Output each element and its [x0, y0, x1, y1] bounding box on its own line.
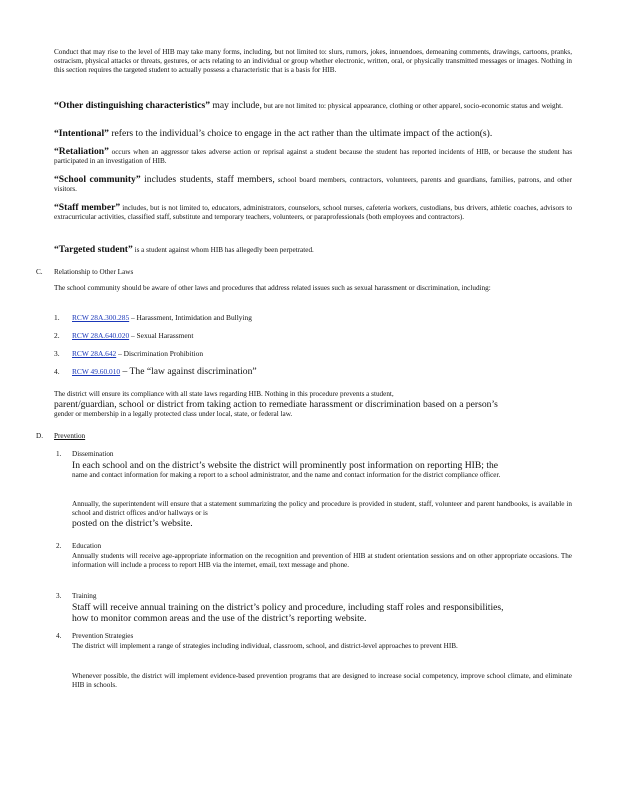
definition-term: “School community”: [54, 174, 141, 185]
law-item: [54, 331, 193, 340]
closing-line: The district will ensure its compliance with all state laws regarding HIB. Nothing in this procedure prevents a student,: [54, 390, 394, 398]
sub-text-large: posted on the district’s website.: [72, 518, 193, 530]
definition-school-community: [54, 174, 572, 194]
item-text: – Harassment, Intimidation and Bullying: [129, 313, 252, 322]
sub-text-large: In each school and on the district’s website the district will prominently post information on reporting HIB; the: [72, 460, 499, 471]
subsection-dissemination-heading: [56, 450, 114, 458]
item-number: 2.: [54, 331, 60, 340]
sub-text: Annually, the superintendent will ensure that a statement summarizing the policy and procedure is provided in student, staff, volunteer and parent handbooks, is available in school and district offices and/or hallways or is: [72, 500, 572, 518]
definition-text: occurs when an aggressor takes adverse action or reprisal against a student because the student has reported incidents of HIB, or because the student has participated in an investigation of HIB.: [54, 148, 572, 166]
training-body: [72, 602, 572, 624]
definition-text: but are not limited to: physical appearance, clothing or other apparel, socio-economic status and weight.: [261, 102, 563, 110]
education-body: Annually students will receive age-appropriate information on the recognition and prevention of HIB at student orientation sessions and on other appropriate occasions. The information will include a process to report HIB via the internet, email, text message and phone.: [72, 552, 572, 570]
subsection-prevention-strategies-heading: [56, 632, 133, 640]
item-number: 4.: [54, 367, 60, 376]
section-label: C.: [36, 268, 43, 276]
closing-line: gender or membership in a legally protected class under local, state, or federal law.: [54, 410, 293, 419]
definition-targeted-student: [54, 244, 572, 255]
section-title: Prevention: [54, 432, 86, 440]
definition-term: “Intentional”: [54, 128, 109, 139]
definition-text: is a student against whom HIB has allegedly been perpetrated.: [132, 246, 314, 254]
sub-text: name and contact information for making a report to a school administrator, and the name and contact information for the district compliance officer.: [72, 471, 501, 479]
sub-text-large: how to monitor common areas and the use of the district’s reporting website.: [72, 613, 367, 624]
section-c-closing: [54, 390, 572, 419]
definition-retaliation: [54, 146, 572, 166]
item-text: – Sexual Harassment: [129, 331, 194, 340]
sub-number: 3.: [56, 592, 62, 600]
definition-text: includes, but is not limited to, educators, administrators, counselors, school nurses, cafeteria workers, custodians, bus drivers, athletic coaches, advisors to extracurricular activities, classified staff, substitute and temporary teachers, volunteers, or paraprofessionals (both employees and contractors).: [54, 204, 572, 222]
definition-term: “Staff member”: [54, 202, 121, 213]
dissemination-body: [72, 460, 572, 480]
sub-title: Prevention Strategies: [72, 632, 134, 640]
definition-other-distinguishing: [54, 100, 572, 111]
sub-number: 2.: [56, 542, 62, 550]
definition-term: “Targeted student”: [54, 244, 133, 255]
section-d-heading: [36, 432, 85, 440]
section-c-intro: The school community should be aware of other laws and procedures that address related issues such as sexual harassment or discrimination, including:: [54, 284, 491, 292]
item-text: – The “law against discrimination”: [120, 366, 257, 377]
definition-text: school board members, contractors, volunteers, parents and guardians, families, patrons, and other visitors.: [54, 176, 572, 194]
subsection-training-heading: [56, 592, 97, 600]
definition-text-large: may include,: [210, 100, 262, 111]
sub-title: Training: [72, 592, 97, 600]
rcw-link[interactable]: RCW 49.60.010: [72, 367, 121, 376]
definition-text-large: refers to the individual’s choice to engage in the act rather than the ultimate impact of the action(s).: [108, 128, 493, 139]
prevention-strategies-body: The district will implement a range of strategies including individual, classroom, school, and district-level approaches to prevent HIB.: [72, 642, 458, 650]
definition-term: “Retaliation”: [54, 146, 109, 157]
rcw-link[interactable]: RCW 28A.640.020: [72, 331, 130, 340]
law-item: [54, 349, 203, 358]
rcw-link[interactable]: RCW 28A.300.285: [72, 313, 130, 322]
item-number: 3.: [54, 349, 60, 358]
item-text: – Discrimination Prohibition: [116, 349, 204, 358]
conduct-paragraph: Conduct that may rise to the level of HIB may take many forms, including, but not limited to: slurs, rumors, jokes, innuendoes, demeaning comments, drawings, cartoons, pranks, ostracism, physical attacks or threats, gestures, or acts relating to an individual or group whether electronic, written, oral, or physically transmitted messages or images. Nothing in this section requires the targeted student to actually possess a characteristic that is a basis for HIB.: [54, 48, 572, 75]
subsection-education-heading: [56, 542, 101, 550]
definition-text-large: includes students, staff members,: [140, 174, 275, 185]
sub-number: 4.: [56, 632, 62, 640]
item-number: 1.: [54, 313, 60, 322]
closing-line-large: parent/guardian, school or district from taking action to remediate harassment or discrimination based on a person’s: [54, 399, 498, 411]
section-label: D.: [36, 432, 43, 440]
section-title: Relationship to Other Laws: [54, 268, 134, 276]
sub-title: Dissemination: [72, 450, 114, 458]
sub-number: 1.: [56, 450, 62, 458]
law-item: [54, 313, 252, 322]
definition-term: “Other distinguishing characteristics”: [54, 100, 210, 111]
definition-intentional: [54, 128, 572, 139]
sub-text-large: Staff will receive annual training on the district’s policy and procedure, including staff roles and responsibilities,: [72, 602, 504, 613]
sub-title: Education: [72, 542, 102, 550]
prevention-strategies-body-2: Whenever possible, the district will implement evidence-based prevention programs that are designed to increase social competency, improve school climate, and eliminate HIB in schools.: [72, 672, 572, 690]
section-c-heading: [36, 268, 133, 276]
dissemination-body-2: [72, 500, 572, 529]
rcw-link[interactable]: RCW 28A.642: [72, 349, 117, 358]
definition-staff-member: [54, 202, 572, 222]
law-item: [54, 366, 257, 377]
